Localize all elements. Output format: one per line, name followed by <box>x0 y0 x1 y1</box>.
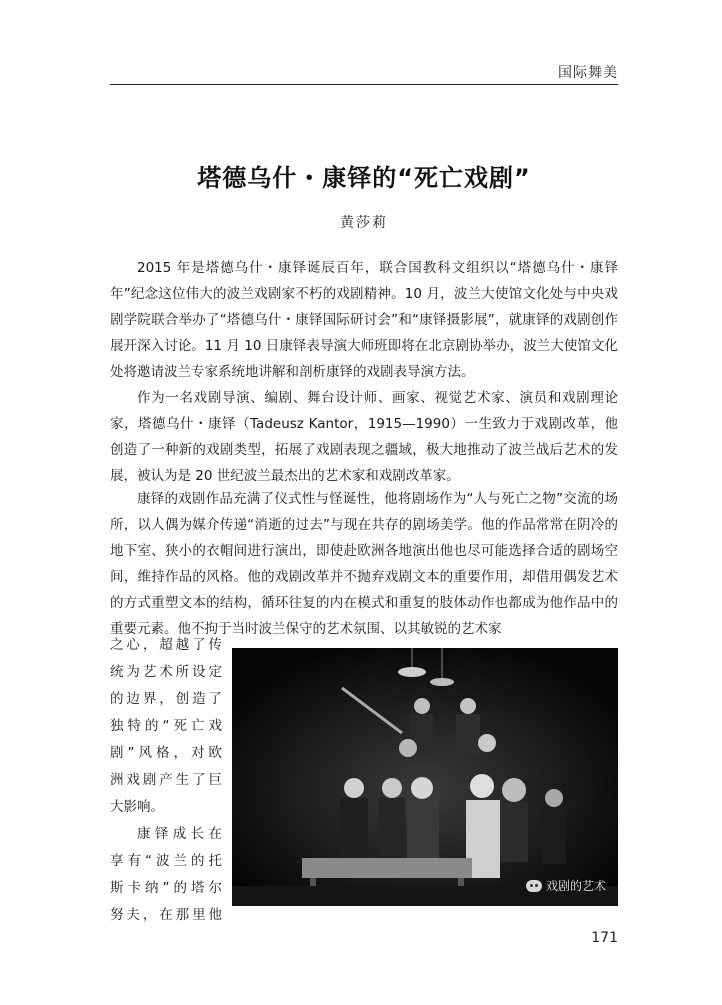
section-label: 国际舞美 <box>558 65 618 81</box>
wrapped-text-column <box>110 632 222 929</box>
column-line: 统为艺术所设定 <box>110 664 222 680</box>
page-number: 171 <box>591 930 618 946</box>
header-rule <box>110 84 618 85</box>
column-line: 剧”风格，对欧 <box>110 745 222 761</box>
column-line: 享有“波兰的托 <box>110 853 222 869</box>
photo-watermark <box>526 877 606 894</box>
body-section-1 <box>110 255 618 385</box>
column-line: 的边界，创造了 <box>110 691 222 707</box>
paragraph-1: 2015 年是塔德乌什・康铎诞辰百年，联合国教科文组织以“塔德乌什・康铎年”纪念这位伟大的波兰戏剧家不朽的戏剧精神。10 月，波兰大使馆文化处与中央戏剧学院联合举办了“塔德乌什・康铎国际研讨会”和“康铎摄影展”，就康铎的戏剧创作展开深入讨论。11 月 10 日康铎表导演大师班即将在北京剧协举办，波兰大使馆文化处将邀请波兰专家系统地讲解和剖析康铎的戏剧表导演方法。 <box>110 260 618 380</box>
wechat-icon <box>526 880 542 892</box>
article-title: 塔德乌什・康铎的“死亡戏剧” <box>197 164 531 192</box>
column-line: 斯卡纳”的塔尔 <box>110 880 222 896</box>
stage-scene-illustration <box>232 648 618 906</box>
paragraph-3: 康铎的戏剧作品充满了仪式性与怪诞性，他将剧场作为“人与死亡之物”交流的场所，以人偶为媒介传递“消逝的过去”与现在共存的剧场美学。他的作品常常在阴冷的地下室、狭小的衣帽间进行演出，即使赴欧洲各地演出他也尽可能选择合适的剧场空间，维持作品的风格。他的戏剧改革并不抛弃戏剧文本的重要作用，却借用偶发艺术的方式重塑文本的结构，循环往复的内在模式和重复的肢体动作也都成为他作品中的重要元素。他不拘于当时波兰保守的艺术氛围、以其敏锐的艺术家 <box>110 491 618 637</box>
watermark-text: 戏剧的艺术 <box>545 879 606 893</box>
column-line: 之心，超越了传 <box>110 637 222 653</box>
article-author: 黄莎莉 <box>340 215 388 231</box>
body-section-3 <box>110 486 618 642</box>
column-line: 康铎成长在 <box>137 826 222 842</box>
paragraph-2: 作为一名戏剧导演、编剧、舞台设计师、画家、视觉艺术家、演员和戏剧理论家，塔德乌什・康铎（Tadeusz Kantor，1915—1990）一生致力于戏剧改革，他创造了一种新的戏剧类型，拓展了戏剧表现之疆域，极大地推动了波兰战后艺术的发展，被认为是 20 世纪波兰最杰出的艺术家和戏剧改革家。 <box>110 390 618 484</box>
column-line: 独特的“死亡戏 <box>110 718 222 734</box>
body-section-2 <box>110 385 618 489</box>
column-line: 大影响。 <box>110 799 164 815</box>
column-line: 努夫，在那里他 <box>110 907 222 923</box>
stage-photograph <box>232 648 618 906</box>
column-line: 洲戏剧产生了巨 <box>110 772 222 788</box>
